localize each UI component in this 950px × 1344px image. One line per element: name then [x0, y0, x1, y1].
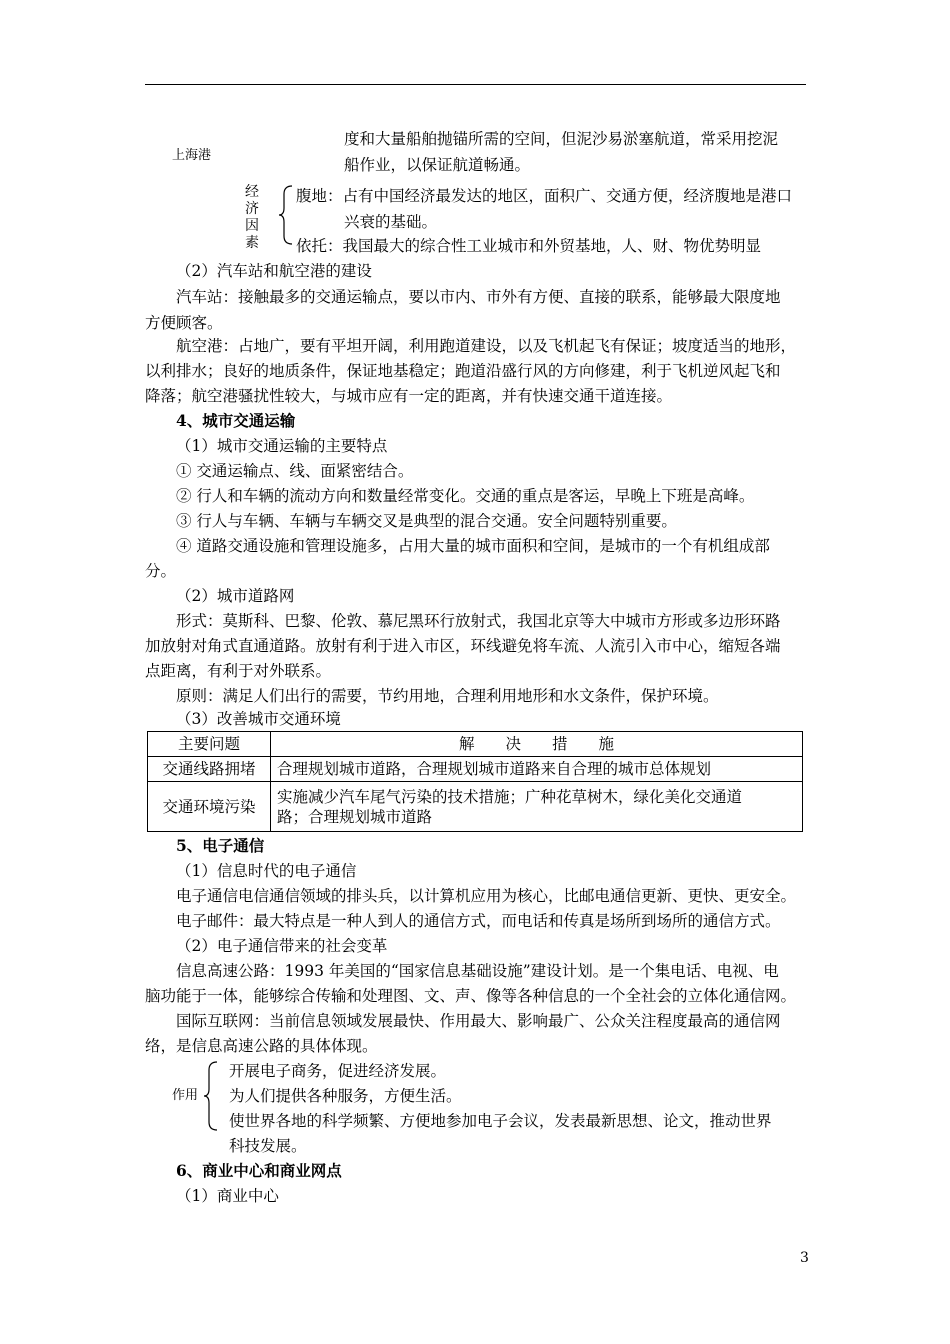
table-cell: 交通环境污染 [148, 782, 271, 832]
table-row [148, 757, 803, 782]
brace-icon [278, 184, 294, 246]
subtitle: （1）商业中心 [176, 1187, 279, 1205]
list-item: ③ 行人与车辆、车辆与车辆交叉是典型的混合交通。安全问题特别重要。 [176, 512, 677, 530]
table-cell [271, 782, 803, 832]
econ-factor-vertical-label: 经济因素 [245, 184, 259, 251]
port-text-line: 度和大量船舶抛锚所需的空间，但泥沙易淤塞航道，常采用挖泥 [344, 130, 779, 148]
paragraph-line: 原则：满足人们出行的需要，节约用地，合理利用地形和水文条件，保护环境。 [176, 687, 719, 705]
measures-table [147, 731, 803, 832]
paragraph-line: 形式：莫斯科、巴黎、伦敦、慕尼黑环行放射式，我国北京等大中城市方形或多边形环路 [176, 612, 781, 630]
list-item: ② 行人和车辆的流动方向和数量经常变化。交通的重点是客运，早晚上下班是高峰。 [176, 487, 755, 505]
table-cell-line: 路；合理规划城市道路 [277, 807, 433, 826]
paragraph-line: 络，是信息高速公路的具体体现。 [145, 1037, 378, 1055]
section-heading: 6、商业中心和商业网点 [176, 1161, 342, 1180]
brace-icon [203, 1060, 219, 1132]
role-item: 开展电子商务，促进经济发展。 [229, 1062, 447, 1080]
page-number: 3 [800, 1250, 809, 1266]
table-cell: 合理规划城市道路，合理规划城市道路来自合理的城市总体规划 [271, 757, 803, 782]
header-rule [145, 84, 806, 85]
table-cell: 交通线路拥堵 [148, 757, 271, 782]
paragraph-line: 汽车站：接触最多的交通运输点，要以市内、市外有方便、直接的联系，能够最大限度地 [176, 288, 781, 306]
section-heading: 4、城市交通运输 [176, 411, 296, 430]
paragraph-line: 信息高速公路：1993 年美国的“国家信息基础设施”建设计划。是一个集电话、电视、电 [176, 962, 779, 980]
list-item: ① 交通运输点、线、面紧密结合。 [176, 462, 414, 480]
paragraph-line: 点距离，有利于对外联系。 [145, 662, 332, 680]
list-item: ④ 道路交通设施和管理设施多，占用大量的城市面积和空间，是城市的一个有机组成部 [176, 537, 770, 555]
subtitle: （2）城市道路网 [176, 587, 295, 605]
role-item: 为人们提供各种服务，方便生活。 [229, 1087, 462, 1105]
paragraph-line: 电子邮件：最大特点是一种人到人的通信方式，而电话和传真是场所到场所的通信方式。 [176, 912, 781, 930]
subtitle: （1）城市交通运输的主要特点 [176, 437, 388, 455]
table-row [148, 782, 803, 832]
paragraph-line: 航空港：占地广，要有平坦开阔，利用跑道建设，以及飞机起飞有保证；坡度适当的地形， [176, 337, 797, 355]
reliance-line: 依托：我国最大的综合性工业城市和外贸基地，人、财、物优势明显 [296, 237, 762, 255]
paragraph-line: 国际互联网：当前信息领域发展最快、作用最大、影响最广、公众关注程度最高的通信网 [176, 1012, 781, 1030]
paragraph-line: 脑功能于一体，能够综合传输和处理图、文、声、像等各种信息的一个全社会的立体化通信网。 [145, 987, 797, 1005]
list-item: 分。 [145, 562, 177, 580]
hinterland-line: 腹地：占有中国经济最发达的地区，面积广、交通方便，经济腹地是港口 [296, 187, 793, 205]
subtitle: （2）汽车站和航空港的建设 [176, 262, 372, 280]
port-text-line: 船作业，以保证航道畅通。 [344, 156, 531, 174]
paragraph-line: 降落；航空港骚扰性较大，与城市应有一定的距离，并有快速交通干道连接。 [145, 387, 673, 405]
table-header-cell: 主要问题 [148, 732, 271, 757]
table-header-cell: 解 决 措 施 [271, 732, 803, 757]
hinterland-line: 兴衰的基础。 [344, 213, 438, 231]
paragraph-line: 方便顾客。 [145, 314, 223, 332]
subtitle: （3）改善城市交通环境 [176, 710, 341, 728]
role-item: 科技发展。 [229, 1137, 307, 1155]
section-heading: 5、电子通信 [176, 836, 265, 855]
subtitle: （2）电子通信带来的社会变革 [176, 937, 388, 955]
table-cell-line: 实施减少汽车尾气污染的技术措施；广种花草树木，绿化美化交通道 [277, 787, 743, 806]
role-item: 使世界各地的科学频繁、方便地参加电子会议，发表最新思想、论文，推动世界 [229, 1112, 772, 1130]
paragraph-line: 电子通信电信通信领域的排头兵，以计算机应用为核心，比邮电通信更新、更快、更安全。 [176, 887, 797, 905]
subtitle: （1）信息时代的电子通信 [176, 862, 357, 880]
paragraph-line: 加放射对角式直通道路。放射有利于进入市区，环线避免将车流、人流引入市中心，缩短各端 [145, 637, 781, 655]
paragraph-line: 以利排水；良好的地质条件，保证地基稳定；跑道沿盛行风的方向修建，利于飞机逆风起飞和 [145, 362, 781, 380]
role-label: 作用 [172, 1088, 199, 1103]
table-header-row [148, 732, 803, 757]
port-label: 上海港 [172, 148, 212, 163]
